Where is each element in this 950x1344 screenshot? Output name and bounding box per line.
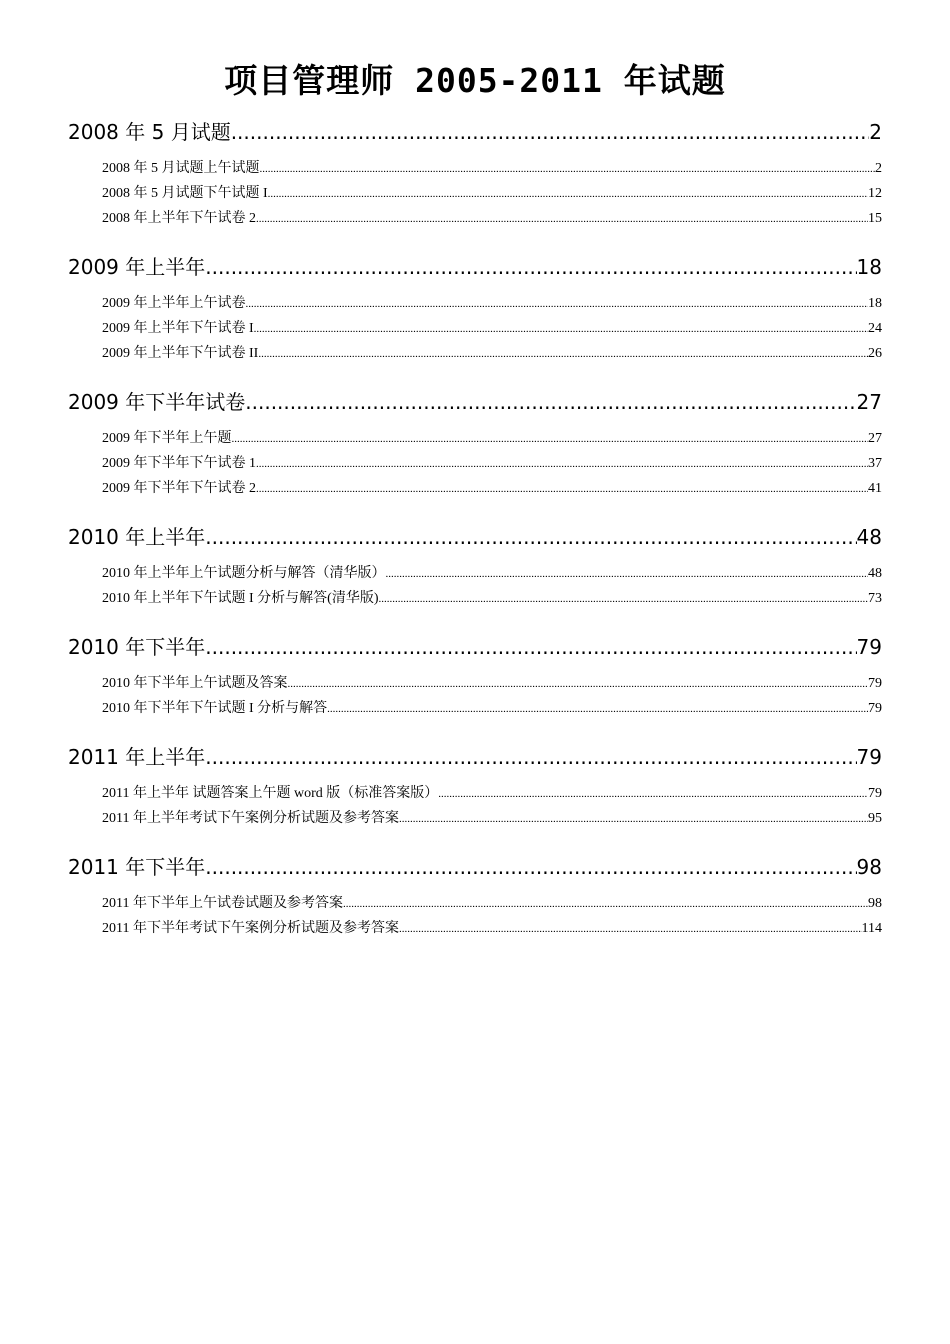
dot-leader <box>205 517 856 557</box>
toc-entry-level2[interactable] <box>68 476 882 501</box>
toc-entry-level2[interactable] <box>68 206 882 231</box>
dot-leader <box>205 627 856 667</box>
toc-entry-label: 2009 年上半年 <box>68 255 206 279</box>
toc-entry-level2[interactable] <box>68 291 882 316</box>
toc-page-number: 48 <box>868 566 882 581</box>
toc-entry-level2[interactable] <box>68 916 882 941</box>
toc-entry-level2[interactable] <box>68 561 882 586</box>
dot-leader <box>327 697 868 722</box>
toc-section <box>68 517 882 611</box>
toc-page-number: 27 <box>856 390 882 414</box>
toc-page-number: 48 <box>856 525 882 549</box>
toc-entry-label: 2008 年 5 月试题 <box>68 120 231 144</box>
toc-page-number: 41 <box>868 481 882 496</box>
toc-entry-label: 2009 年下半年下午试卷 1 <box>102 456 256 471</box>
document-title: 项目管理师 2005-2011 年试题 <box>224 61 726 100</box>
dot-leader <box>399 917 862 942</box>
toc-entry-label: 2011 年上半年 试题答案上午题 word 版（标准答案版） <box>102 786 439 801</box>
toc-entry-level1[interactable] <box>68 517 882 557</box>
toc-entry-level2[interactable] <box>68 426 882 451</box>
toc-entry-level2[interactable] <box>68 696 882 721</box>
toc-entry-label: 2011 年上半年 <box>68 745 206 769</box>
toc-sub-list <box>68 781 882 831</box>
toc-entry-level1[interactable] <box>68 737 882 777</box>
toc-entry-label: 2008 年 5 月试题上午试题 <box>102 161 260 176</box>
toc-entry-label: 2008 年 5 月试题下午试题 I <box>102 186 268 201</box>
toc-section <box>68 382 882 501</box>
dot-leader <box>399 807 868 832</box>
toc-entry-level2[interactable] <box>68 586 882 611</box>
toc-entry-label: 2009 年上半年下午试卷 I <box>102 321 254 336</box>
toc-entry-label: 2009 年下半年试卷 <box>68 390 246 414</box>
toc-sub-list <box>68 291 882 366</box>
dot-leader <box>205 737 856 777</box>
toc-page-number: 79 <box>868 676 882 691</box>
dot-leader <box>343 892 868 917</box>
dot-leader <box>231 112 870 152</box>
toc-page-number: 95 <box>868 811 882 826</box>
toc-page-number: 79 <box>856 745 882 769</box>
dot-leader <box>438 782 868 807</box>
toc-entry-label: 2010 年上半年上午试题分析与解答（清华版） <box>102 566 386 581</box>
toc-entry-level2[interactable] <box>68 316 882 341</box>
dot-leader <box>288 672 869 697</box>
toc-page-number: 26 <box>868 346 882 361</box>
toc-page-number: 18 <box>868 296 882 311</box>
toc-entry-label: 2010 年下半年 <box>68 635 206 659</box>
toc-page-number: 18 <box>856 255 882 279</box>
toc-entry-level2[interactable] <box>68 341 882 366</box>
toc-entry-level1[interactable] <box>68 847 882 887</box>
dot-leader <box>254 317 868 342</box>
dot-leader <box>246 292 869 317</box>
toc-page-number: 79 <box>868 701 882 716</box>
dot-leader <box>379 587 869 612</box>
toc-page-number: 24 <box>868 321 882 336</box>
toc-entry-level2[interactable] <box>68 671 882 696</box>
toc-page-number: 114 <box>861 921 882 936</box>
toc-entry-level1[interactable] <box>68 627 882 667</box>
toc-entry-label: 2010 年上半年下午试题 I 分析与解答(清华版) <box>102 591 379 606</box>
dot-leader <box>268 182 868 207</box>
toc-entry-label: 2009 年下半年下午试卷 2 <box>102 481 256 496</box>
toc-entry-level2[interactable] <box>68 181 882 206</box>
dot-leader <box>260 157 876 182</box>
toc-entry-label: 2008 年上半年下午试卷 2 <box>102 211 256 226</box>
toc-entry-label: 2009 年上半年上午试卷 <box>102 296 246 311</box>
toc-sub-list <box>68 671 882 721</box>
toc-entry-level1[interactable] <box>68 382 882 422</box>
toc-entry-label: 2010 年下半年上午试题及答案 <box>102 676 288 691</box>
dot-leader <box>205 847 856 887</box>
toc-page-number: 2 <box>869 120 882 144</box>
toc-entry-label: 2011 年下半年考试下午案例分析试题及参考答案 <box>102 921 399 936</box>
toc-page-number: 98 <box>868 896 882 911</box>
toc-section <box>68 112 882 231</box>
toc-section <box>68 627 882 721</box>
toc-entry-level2[interactable] <box>68 156 882 181</box>
toc-entry-label: 2011 年上半年考试下午案例分析试题及参考答案 <box>102 811 399 826</box>
toc-entry-label: 2009 年上半年下午试卷 II <box>102 346 259 361</box>
toc-page-number: 27 <box>868 431 882 446</box>
dot-leader <box>232 427 869 452</box>
toc-page-number: 37 <box>868 456 882 471</box>
toc-sub-list <box>68 426 882 501</box>
toc-entry-level1[interactable] <box>68 247 882 287</box>
toc-page-number: 79 <box>868 786 882 801</box>
toc-section <box>68 247 882 366</box>
toc-section <box>68 737 882 831</box>
toc-sub-list <box>68 561 882 611</box>
toc-page-number: 12 <box>868 186 882 201</box>
dot-leader <box>256 207 868 232</box>
toc-sub-list <box>68 156 882 231</box>
dot-leader <box>256 452 868 477</box>
toc-entry-level2[interactable] <box>68 806 882 831</box>
toc-entry-label: 2011 年下半年 <box>68 855 206 879</box>
dot-leader <box>256 477 868 502</box>
toc-entry-label: 2010 年下半年下午试题 I 分析与解答 <box>102 701 328 716</box>
toc-page-number: 15 <box>868 211 882 226</box>
toc-entry-label: 2011 年下半年上午试卷试题及参考答案 <box>102 896 343 911</box>
toc-page-number: 73 <box>868 591 882 606</box>
toc-page-number: 2 <box>875 161 882 176</box>
toc-entry-label: 2010 年上半年 <box>68 525 206 549</box>
dot-leader <box>258 342 868 367</box>
toc-entry-level1[interactable] <box>68 112 882 152</box>
toc-entry-label: 2009 年下半年上午题 <box>102 431 232 446</box>
dot-leader <box>245 382 856 422</box>
dot-leader <box>205 247 856 287</box>
toc-entry-level2[interactable] <box>68 781 882 806</box>
toc-page-number: 98 <box>856 855 882 879</box>
toc-page-number: 79 <box>856 635 882 659</box>
toc-entry-level2[interactable] <box>68 451 882 476</box>
toc-sub-list <box>68 891 882 941</box>
toc-entry-level2[interactable] <box>68 891 882 916</box>
dot-leader <box>386 562 869 587</box>
toc-section <box>68 847 882 941</box>
table-of-contents <box>68 112 882 957</box>
